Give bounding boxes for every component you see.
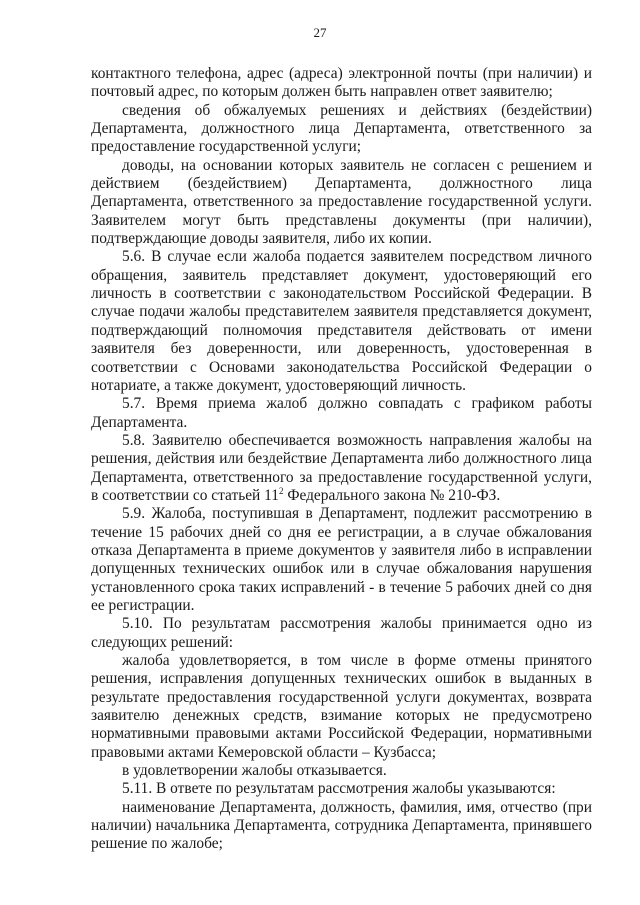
paragraph-appealed-decisions: сведения об обжалуемых решениях и действиях (бездействии) Департамента, должностного лица Департамента, ответственного за предоставление государственной услуги; (91, 101, 592, 156)
paragraph-arguments: доводы, на основании которых заявитель не согласен с решением и действием (бездействием) Департамента, должностного лица Департамента, ответственного за предоставление государственной услуги. Заявителем могут быть представлены документы (при наличии), подтверждающие доводы заявителя, либо их копии. (91, 156, 592, 248)
article-superscript: 2 (278, 485, 284, 496)
paragraph-contact-info: контактного телефона, адрес (адреса) электронной почты (при наличии) и почтовый адрес, по которым должен быть направлен ответ заявителю; (91, 65, 592, 101)
paragraph-5-11: 5.11. В ответе по результатам рассмотрения жалобы указываются: (122, 780, 556, 798)
page-number: 27 (313, 25, 327, 40)
paragraph-complaint-satisfied: жалоба удовлетворяется, в том числе в форме отмены принятого решения, исправления допущенных технических ошибок в выданных в результате предоставления государственной услуги документах, возврата заявителю денежных средств, взимание которых не предусмотрено нормативными правовыми актами Российской Федерации, нормативными правовыми актами Кемеровской области – Кузбасса; (91, 652, 592, 761)
paragraph-complaint-refused: в удовлетворении жалобы отказывается. (122, 762, 387, 780)
paragraph-5-6: 5.6. В случае если жалоба подается заявителем посредством личного обращения, заявитель представляет документ, удостоверяющий его личность в соответствии с законодательством Российской Федерации. В случае подачи жалобы представителем заявителя представляется документ, подтверждающий полномочия представителя действовать от имени заявителя без доверенности, или доверенность, удостоверенная в соответствии с Основами законодательства Российской Федерации о нотариате, а также документ, удостоверяющий личность. (91, 248, 592, 394)
paragraph-5-8 (91, 432, 592, 505)
paragraph-5-7: 5.7. Время приема жалоб должно совпадать с графиком работы Департамента. (91, 395, 592, 431)
document-body (91, 65, 592, 854)
paragraph-5-10: 5.10. По результатам рассмотрения жалобы принимается одно из следующих решений: (91, 615, 592, 651)
paragraph-answer-contents: наименование Департамента, должность, фамилия, имя, отчество (при наличии) начальника Департамента, сотрудника Департамента, принявшего решение по жалобе; (91, 798, 592, 853)
paragraph-5-8-text: 5.8. Заявителю обеспечивается возможность направления жалобы на решения, действия или бездействие Департамента либо должностного лица Департамента, ответственного за предоставление государственной услуги, в соответствии со статьей 11 (91, 431, 592, 504)
paragraph-5-9: 5.9. Жалоба, поступившая в Департамент, подлежит рассмотрению в течение 15 рабочих дней со дня ее регистрации, а в случае обжалования отказа Департамента в приеме документов у заявителя либо в исправлении допущенных технических ошибок или в случае обжалования нарушения установленного срока таких исправлений - в течение 5 рабочих дней со дня ее регистрации. (91, 505, 592, 614)
paragraph-5-8-text-end: Федерального закона № 210-ФЗ. (283, 486, 501, 504)
